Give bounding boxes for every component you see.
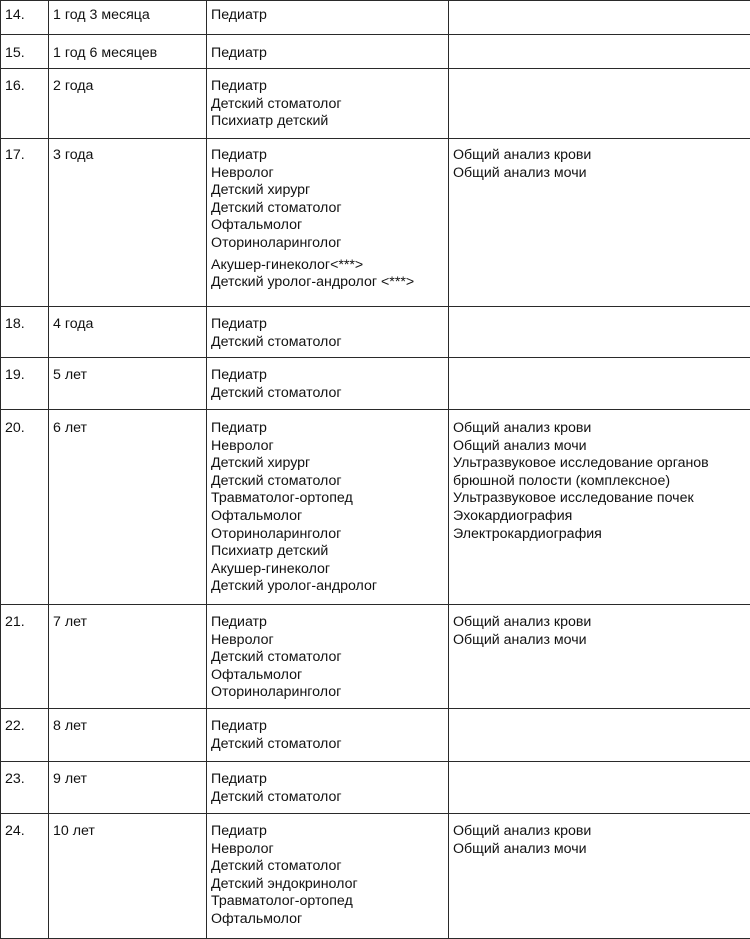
specialist-item: Травматолог-ортопед (211, 490, 444, 508)
specialists-cell (207, 605, 449, 709)
age-cell: 4 года (49, 307, 207, 358)
examination-item: Общий анализ мочи (453, 438, 750, 456)
specialists-cell (207, 410, 449, 605)
specialists-cell (207, 69, 449, 139)
examination-item: Общий анализ крови (453, 823, 750, 841)
specialist-item: Детский стоматолог (211, 334, 444, 352)
specialist-item: Невролог (211, 841, 444, 859)
specialist-item: Психиатр детский (211, 543, 444, 561)
examinations-cell (449, 69, 750, 139)
table-row (1, 709, 750, 762)
specialist-item: Невролог (211, 438, 444, 456)
table-row (1, 410, 750, 605)
specialist-item: Детский хирург (211, 455, 444, 473)
examinations-cell (449, 1, 750, 35)
specialists-cell (207, 814, 449, 939)
specialists-cell (207, 35, 449, 69)
table-body (1, 1, 750, 939)
row-number: 22. (1, 709, 49, 762)
age-cell: 8 лет (49, 709, 207, 762)
age-cell: 7 лет (49, 605, 207, 709)
specialists-cell (207, 358, 449, 410)
examinations-cell (449, 410, 750, 605)
row-number: 14. (1, 1, 49, 35)
specialist-item: Детский стоматолог (211, 649, 444, 667)
specialists-cell (207, 1, 449, 35)
specialist-item: Педиатр (211, 420, 444, 438)
examinations-cell (449, 35, 750, 69)
table-row (1, 35, 750, 69)
examination-item: Эхокардиография (453, 508, 750, 526)
specialist-item: Педиатр (211, 316, 444, 334)
specialist-item: Офтальмолог (211, 508, 444, 526)
specialist-item: Акушер-гинеколог<***> (211, 257, 444, 275)
table-row (1, 1, 750, 35)
table-row (1, 139, 750, 307)
specialist-item: Педиатр (211, 367, 444, 385)
examination-item: Ультразвуковое исследование почек (453, 490, 750, 508)
specialist-item: Детский стоматолог (211, 385, 444, 403)
examination-item: брюшной полости (комплексное) (453, 473, 750, 491)
examination-item: Общий анализ мочи (453, 165, 750, 183)
specialist-item: Офтальмолог (211, 911, 444, 929)
examinations-cell (449, 139, 750, 307)
examination-item: Электрокардиография (453, 526, 750, 544)
examinations-cell (449, 709, 750, 762)
table-row (1, 605, 750, 709)
row-number: 16. (1, 69, 49, 139)
specialist-item: Детский уролог-андролог <***> (211, 274, 444, 292)
specialist-item: Оториноларинголог (211, 526, 444, 544)
examination-item: Общий анализ мочи (453, 632, 750, 650)
row-number: 18. (1, 307, 49, 358)
examination-item: Ультразвуковое исследование органов (453, 455, 750, 473)
age-cell: 2 года (49, 69, 207, 139)
row-number: 17. (1, 139, 49, 307)
specialists-cell (207, 709, 449, 762)
examinations-cell (449, 358, 750, 410)
examination-item: Общий анализ крови (453, 147, 750, 165)
specialist-item: Педиатр (211, 771, 444, 789)
specialist-item: Детский эндокринолог (211, 876, 444, 894)
specialist-item: Детский стоматолог (211, 858, 444, 876)
specialist-item: Педиатр (211, 147, 444, 165)
table-row (1, 762, 750, 814)
specialist-item: Детский стоматолог (211, 736, 444, 754)
examination-item: Общий анализ крови (453, 614, 750, 632)
examinations-cell (449, 762, 750, 814)
row-number: 21. (1, 605, 49, 709)
age-cell: 10 лет (49, 814, 207, 939)
row-number: 24. (1, 814, 49, 939)
row-number: 20. (1, 410, 49, 605)
specialists-cell (207, 307, 449, 358)
specialist-item: Невролог (211, 632, 444, 650)
specialist-item: Травматолог-ортопед (211, 893, 444, 911)
age-cell: 6 лет (49, 410, 207, 605)
specialist-item: Детский стоматолог (211, 200, 444, 218)
specialist-item: Детский стоматолог (211, 96, 444, 114)
table-row (1, 69, 750, 139)
specialist-item: Детский стоматолог (211, 789, 444, 807)
specialist-item: Педиатр (211, 718, 444, 736)
specialist-item: Детский стоматолог (211, 473, 444, 491)
examinations-cell (449, 307, 750, 358)
examination-item: Общий анализ мочи (453, 841, 750, 859)
age-cell: 1 год 6 месяцев (49, 35, 207, 69)
specialist-item: Педиатр (211, 45, 444, 63)
specialist-item: Педиатр (211, 823, 444, 841)
specialist-item: Педиатр (211, 78, 444, 96)
examinations-cell (449, 605, 750, 709)
age-cell: 5 лет (49, 358, 207, 410)
specialist-item: Невролог (211, 165, 444, 183)
table-row (1, 358, 750, 410)
specialist-item: Оториноларинголог (211, 235, 444, 253)
specialist-item: Офтальмолог (211, 217, 444, 235)
specialists-cell (207, 762, 449, 814)
specialist-item: Педиатр (211, 614, 444, 632)
examinations-cell (449, 814, 750, 939)
table-row (1, 814, 750, 939)
specialists-cell (207, 139, 449, 307)
age-cell: 1 год 3 месяца (49, 1, 207, 35)
age-cell: 3 года (49, 139, 207, 307)
row-number: 23. (1, 762, 49, 814)
specialist-item: Психиатр детский (211, 113, 444, 131)
row-number: 15. (1, 35, 49, 69)
specialist-item: Оториноларинголог (211, 684, 444, 702)
examination-item: Общий анализ крови (453, 420, 750, 438)
row-number: 19. (1, 358, 49, 410)
specialist-item: Детский хирург (211, 182, 444, 200)
specialist-item: Офтальмолог (211, 667, 444, 685)
table-row (1, 307, 750, 358)
specialist-item: Педиатр (211, 7, 444, 25)
age-cell: 9 лет (49, 762, 207, 814)
specialist-item: Акушер-гинеколог (211, 561, 444, 579)
specialist-item: Детский уролог-андролог (211, 578, 444, 596)
